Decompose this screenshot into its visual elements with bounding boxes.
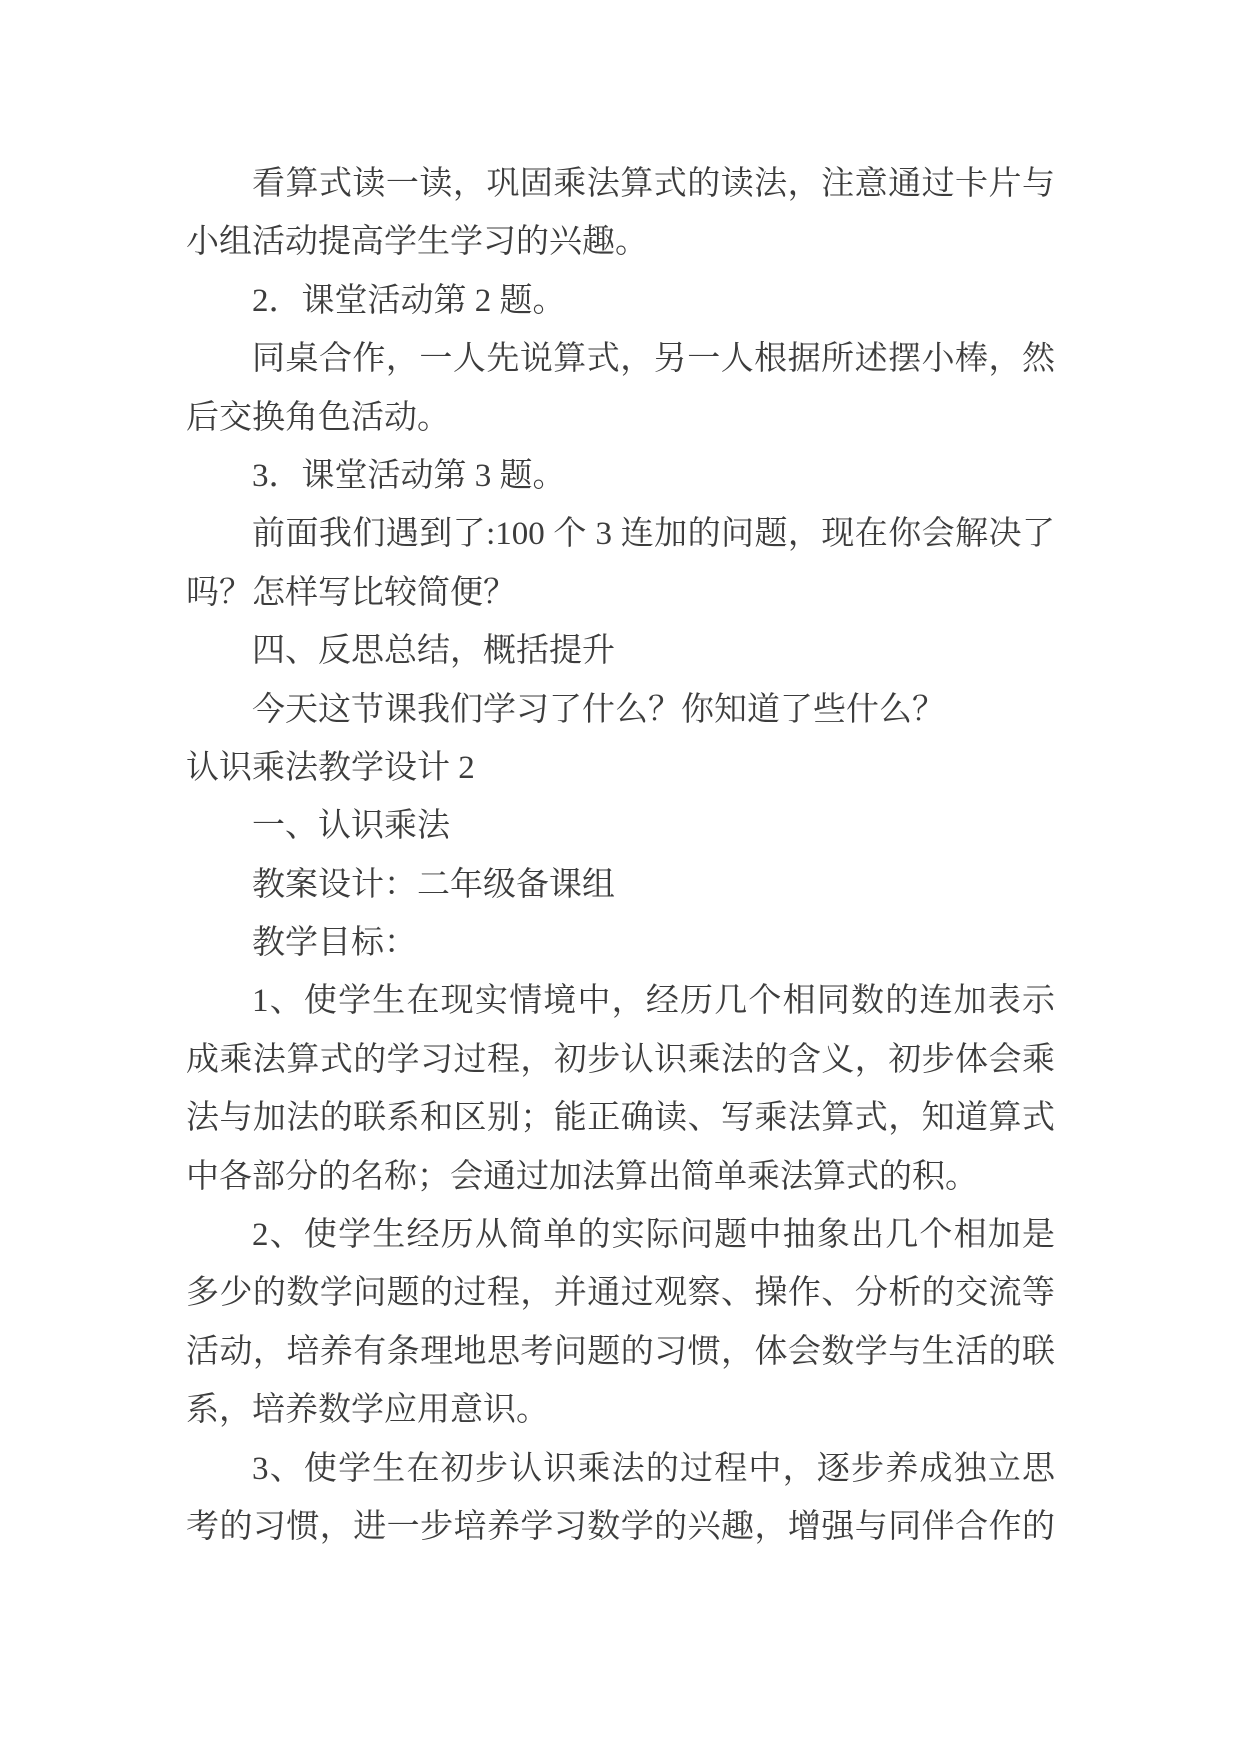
paragraph [186,272,1055,330]
text-line: 2．课堂活动第 2 题。 [252,282,566,319]
text-line: 成乘法算式的学习过程，初步认识乘法的含义，初步体会乘 [186,1041,1055,1078]
paragraph [186,681,1055,739]
paragraph [186,330,1055,447]
section-heading-line: 一、认识乘法 [252,808,450,845]
text-line: 考的习惯，进一步培养学习数学的兴趣，增强与同伴合作的 [186,1508,1055,1545]
text-line: 同桌合作，一人先说算式，另一人根据所述摆小棒，然 [252,341,1055,378]
paragraph [186,797,1055,855]
paragraph [186,1440,1055,1557]
paragraph [186,622,1055,680]
paragraph [186,505,1055,622]
text-line: 后交换角色活动。 [186,399,450,436]
text-line: 法与加法的联系和区别；能正确读、写乘法算式，知道算式 [186,1100,1055,1137]
text-line: 看算式读一读，巩固乘法算式的读法，注意通过卡片与 [252,166,1055,202]
text-line: 今天这节课我们学习了什么？你知道了些什么？ [252,691,945,728]
text-line: 1、使学生在现实情境中，经历几个相同数的连加表示 [252,983,1055,1020]
text-line: 前面我们遇到了:100 个 3 连加的问题，现在你会解决了 [252,516,1055,553]
text-line: 多少的数学问题的过程，并通过观察、操作、分析的交流等 [186,1275,1055,1312]
section-title-line: 认识乘法教学设计 2 [186,749,475,786]
text-line: 3、使学生在初步认识乘法的过程中，逐步养成独立思 [252,1450,1055,1487]
paragraph [186,155,1055,272]
paragraph [186,447,1055,505]
paragraph [186,914,1055,972]
section-heading-line: 四、反思总结，概括提升 [252,633,615,670]
text-line: 小组活动提高学生学习的兴趣。 [186,224,648,261]
paragraph [186,856,1055,914]
text-line: 吗？怎样写比较简便？ [186,574,516,611]
text-line: 教学目标： [252,925,417,962]
text-line: 3．课堂活动第 3 题。 [252,457,566,494]
paragraph [186,739,1055,797]
text-line: 活动，培养有条理地思考问题的习惯，体会数学与生活的联 [186,1333,1055,1370]
paragraph [186,972,1055,1206]
text-line: 教案设计：二年级备课组 [252,866,615,903]
text-line: 中各部分的名称；会通过加法算出简单乘法算式的积。 [186,1158,978,1195]
text-line: 2、使学生经历从简单的实际问题中抽象出几个相加是 [252,1217,1055,1254]
text-line: 系，培养数学应用意识。 [186,1392,549,1429]
paragraph [186,1206,1055,1440]
